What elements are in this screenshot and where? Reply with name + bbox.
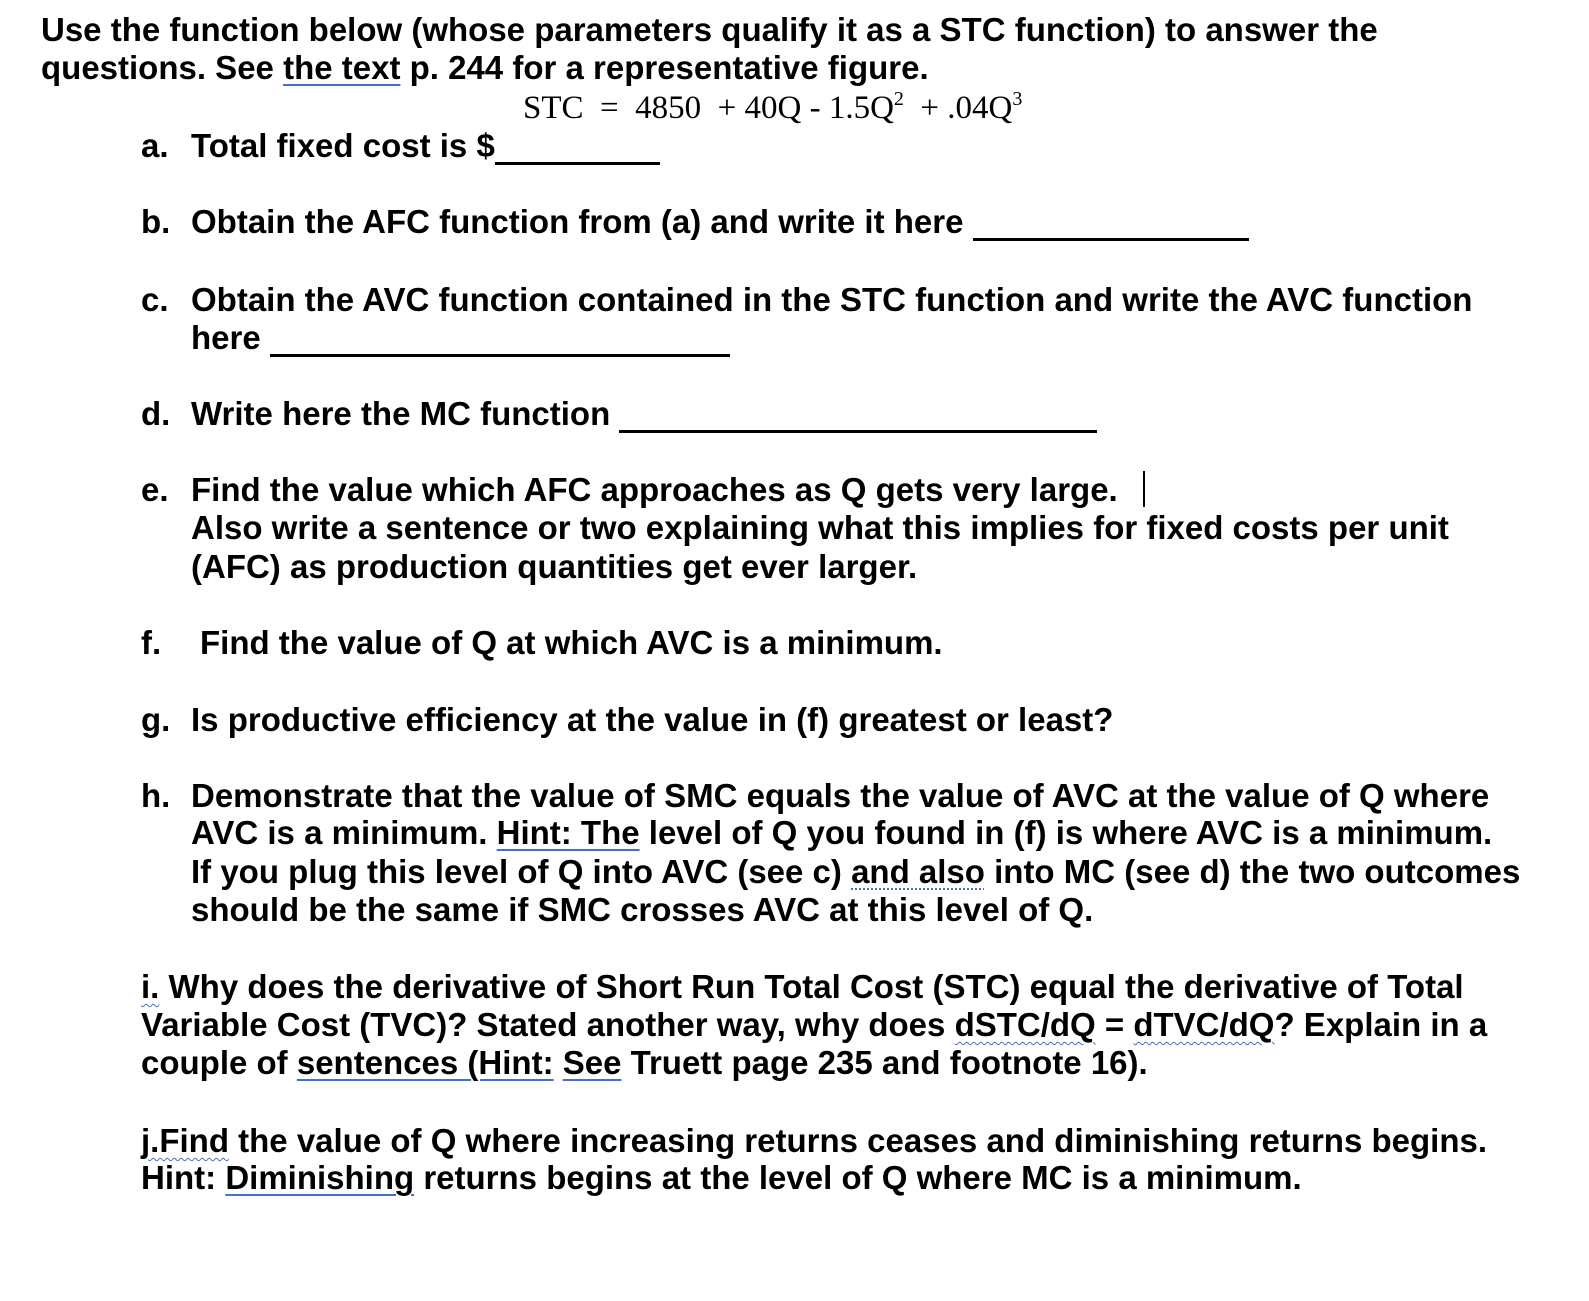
question-j-hint: Hint:: [141, 1159, 226, 1196]
question-b-text: Obtain the AFC function from (a) and write it here: [191, 203, 964, 240]
formula-constant: 4850: [635, 90, 702, 126]
answer-blank-b[interactable]: [973, 205, 1249, 241]
question-i-space: [554, 1044, 563, 1081]
question-h-line-3: [191, 855, 1520, 888]
question-d: [191, 397, 1097, 433]
question-h-text-1: AVC is a minimum.: [191, 814, 497, 851]
question-h-line-2: [191, 816, 1492, 849]
the-text-link[interactable]: the text: [283, 49, 401, 86]
sentences-hint-link[interactable]: sentences (Hint:: [296, 1044, 554, 1081]
question-h-marker: h.: [141, 777, 171, 814]
question-b: [191, 205, 1249, 241]
question-i-line-3: [141, 1046, 1148, 1079]
see-link[interactable]: See: [562, 1044, 622, 1081]
intro-line-1: Use the function below (whose parameters qualify it as a STC function) to answer the: [41, 11, 1378, 48]
question-c-text: here: [191, 319, 261, 356]
question-c-line-2: [191, 321, 730, 357]
question-h-line-1: Demonstrate that the value of SMC equals the value of AVC at the value of Q where: [191, 777, 1490, 814]
question-g-marker: g.: [141, 701, 171, 738]
question-e-line-3: (AFC) as production quantities get ever larger.: [191, 548, 918, 585]
formula-term-1: + 40Q - 1.5Q: [717, 90, 894, 126]
question-a-text: Total fixed cost is $: [191, 127, 495, 164]
formula-exponent-3: 3: [1012, 88, 1023, 110]
intro-text-2: p. 244 for a representative figure.: [400, 49, 929, 86]
question-i-text-4: couple of: [141, 1044, 297, 1081]
answer-blank-c[interactable]: [270, 321, 730, 357]
question-e-line-1: Find the value which AFC approaches as Q gets very large.: [191, 471, 1118, 508]
question-d-marker: d.: [141, 395, 171, 432]
stc-formula: [523, 88, 1023, 126]
question-b-marker: b.: [141, 203, 171, 240]
question-j-line-2: [141, 1161, 1302, 1194]
intro-line-2: [41, 51, 929, 84]
question-j-marker: j.Find: [141, 1122, 229, 1159]
question-e-marker: e.: [141, 471, 169, 508]
answer-blank-d[interactable]: [619, 397, 1097, 433]
question-a-marker: a.: [141, 127, 169, 164]
question-a: [191, 129, 660, 165]
and-also-link[interactable]: and also: [851, 853, 985, 890]
question-j-text-1: the value of Q where increasing returns ceases and diminishing returns begins.: [228, 1122, 1487, 1159]
question-f: Find the value of Q at which AVC is a minimum.: [200, 624, 943, 661]
question-e-line-2: Also write a sentence or two explaining what this implies for fixed costs per unit: [191, 509, 1449, 546]
question-i-line-1: [141, 970, 1464, 1003]
question-c-marker: c.: [141, 281, 169, 318]
dstc-dq: dSTC/dQ: [954, 1006, 1096, 1043]
answer-blank-a[interactable]: [495, 129, 660, 165]
question-i-line-2: [141, 1008, 1487, 1041]
text-cursor: [1143, 471, 1145, 507]
diminishing-link[interactable]: Diminishing: [225, 1159, 415, 1196]
formula-equals: =: [600, 90, 619, 126]
hint-link-h[interactable]: Hint: The: [496, 814, 640, 851]
formula-exponent-2: 2: [893, 88, 904, 110]
equals-sign: =: [1095, 1006, 1134, 1043]
question-i-text-5: Truett page 235 and footnote 16).: [621, 1044, 1148, 1081]
dtvc-dq: dTVC/dQ: [1133, 1006, 1275, 1043]
question-h-text-2: level of Q you found in (f) is where AVC is a minimum.: [639, 814, 1493, 851]
question-g: Is productive efficiency at the value in (f) greatest or least?: [191, 701, 1114, 738]
question-h-line-4: should be the same if SMC crosses AVC at this level of Q.: [191, 891, 1094, 928]
question-j-text-2: returns begins at the level of Q where MC is a minimum.: [414, 1159, 1302, 1196]
formula-term-2: + .04Q: [912, 90, 1013, 126]
question-i-marker: i.: [141, 968, 160, 1005]
question-i-text-2: Variable Cost (TVC)? Stated another way, why does: [141, 1006, 955, 1043]
question-d-text: Write here the MC function: [191, 395, 611, 432]
question-j-line-1: [141, 1124, 1487, 1157]
question-i-text-3: ? Explain in a: [1274, 1006, 1488, 1043]
question-c-line-1: Obtain the AVC function contained in the STC function and write the AVC function: [191, 281, 1473, 318]
question-f-marker: f.: [141, 624, 162, 661]
question-h-text-3: If you plug this level of Q into AVC (see c): [191, 853, 852, 890]
question-h-text-4: into MC (see d) the two outcomes: [984, 853, 1521, 890]
formula-lhs: STC: [523, 90, 584, 126]
question-i-text-1: Why does the derivative of Short Run Total Cost (STC) equal the derivative of Total: [159, 968, 1464, 1005]
intro-text-1: questions. See: [41, 49, 284, 86]
